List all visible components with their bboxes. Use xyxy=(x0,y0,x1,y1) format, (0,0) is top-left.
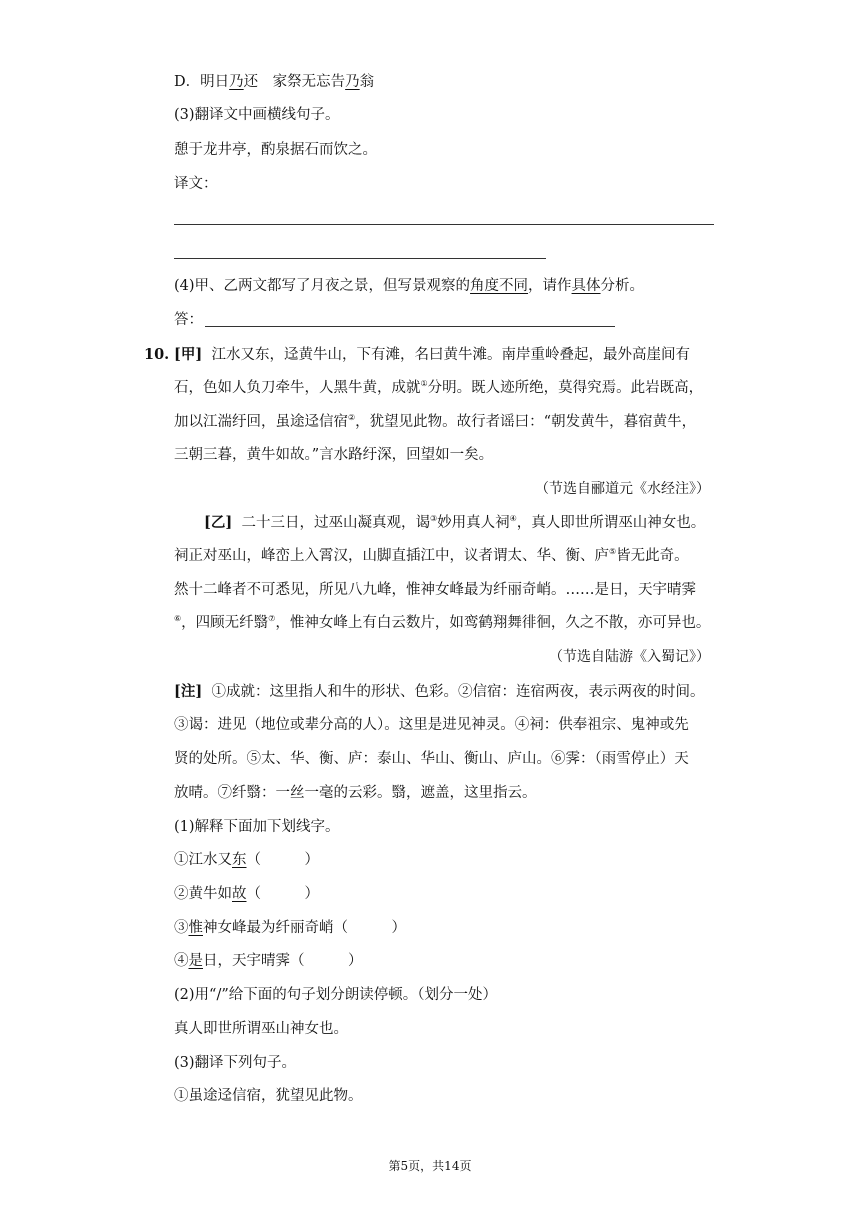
notes-line: ③谒：进见（地位或辈分高的人）。这里是进见神灵。④祠：供奉祖宗、鬼神或先 xyxy=(174,717,689,733)
translation-label: 译文： xyxy=(174,176,218,192)
answer-line xyxy=(174,258,546,259)
notes-line: [注] ①成就：这里指人和牛的形状、色彩。②信宿：连宿两夜，表示两夜的时间。 xyxy=(174,683,705,700)
answer-line xyxy=(174,224,714,225)
notes-line: 放晴。⑦纤翳：一丝一毫的云彩。翳，遮盖，这里指云。 xyxy=(174,785,537,801)
passage-jia-line: 石，色如人负刀牵牛，人黑牛黄，成就①分明。既人迹所绝，莫得究焉。此岩既高， xyxy=(174,379,704,396)
passage-yi-source: （节选自陆游《入蜀记》） xyxy=(549,649,710,665)
question-3-prompt: (3)翻译文中画横线句子。 xyxy=(174,107,340,123)
passage-yi-line: [乙] 二十三日，过巫山凝真观，谒③妙用真人祠④，真人即世所谓巫山神女也。 xyxy=(204,514,706,531)
passage-jia-line: 加以江湍纡回，虽途迳信宿②，犹望见此物。故行者谣曰：“朝发黄牛，暮宿黄牛， xyxy=(174,413,697,430)
notes-line: 贤的处所。⑤太、华、衡、庐：泰山、华山、衡山、庐山。⑥霁：（雨雪停止）天 xyxy=(174,751,689,767)
question-4-prompt: (4)甲、乙两文都写了月夜之景，但写景观察的角度不同，请作具体分析。 xyxy=(174,278,645,294)
answer-label: 答： xyxy=(174,312,203,328)
passage-jia-line: 三朝三暮，黄牛如故。”言水路纡深，回望如一矣。 xyxy=(174,447,494,463)
sub-question-1: (1)解释下面加下划线字。 xyxy=(174,819,340,835)
source-sentence: 憩于龙井亭，酌泉据石而饮之。 xyxy=(174,142,377,158)
sub-question-2: (2)用“/”给下面的句子划分朗读停顿。（划分一处） xyxy=(174,987,497,1003)
vocab-item: ④是日，天宇晴霁（ ） xyxy=(174,953,363,969)
answer-line xyxy=(205,326,615,327)
passage-yi-line: ⑥，四顾无纤翳⑦，惟神女峰上有白云数片，如鸾鹤翔舞徘徊，久之不散，亦可异也。 xyxy=(174,614,711,631)
passage-yi-line: 祠正对巫山，峰峦上入霄汉，山脚直插江中，议者谓太、华、衡、庐⑤皆无此奇。 xyxy=(174,547,689,564)
vocab-item: ①江水又东（ ） xyxy=(174,852,319,868)
question-number: 10. xyxy=(144,346,170,363)
vocab-item: ③惟神女峰最为纤丽奇峭（ ） xyxy=(174,920,406,936)
page-footer: 第5页，共14页 xyxy=(388,1159,472,1173)
vocab-item: ②黄牛如故（ ） xyxy=(174,886,319,902)
passage-jia-source: （节选自郦道元《水经注》） xyxy=(535,481,710,497)
sub-question-3: (3)翻译下列句子。 xyxy=(174,1055,297,1071)
passage-jia-line: [甲] 江水又东，迳黄牛山，下有滩，名曰黄牛滩。南岸重岭叠起，最外高崖间有 xyxy=(174,346,690,363)
translate-item: ①虽途迳信宿，犹望见此物。 xyxy=(174,1088,363,1104)
passage-yi-line: 然十二峰者不可悉见，所见八九峰，惟神女峰最为纤丽奇峭。……是日，天宇晴霁 xyxy=(174,582,696,598)
pause-sentence: 真人即世所谓巫山神女也。 xyxy=(174,1021,348,1037)
option-d: D．明日乃还 家祭无忘告乃翁 xyxy=(174,74,375,90)
